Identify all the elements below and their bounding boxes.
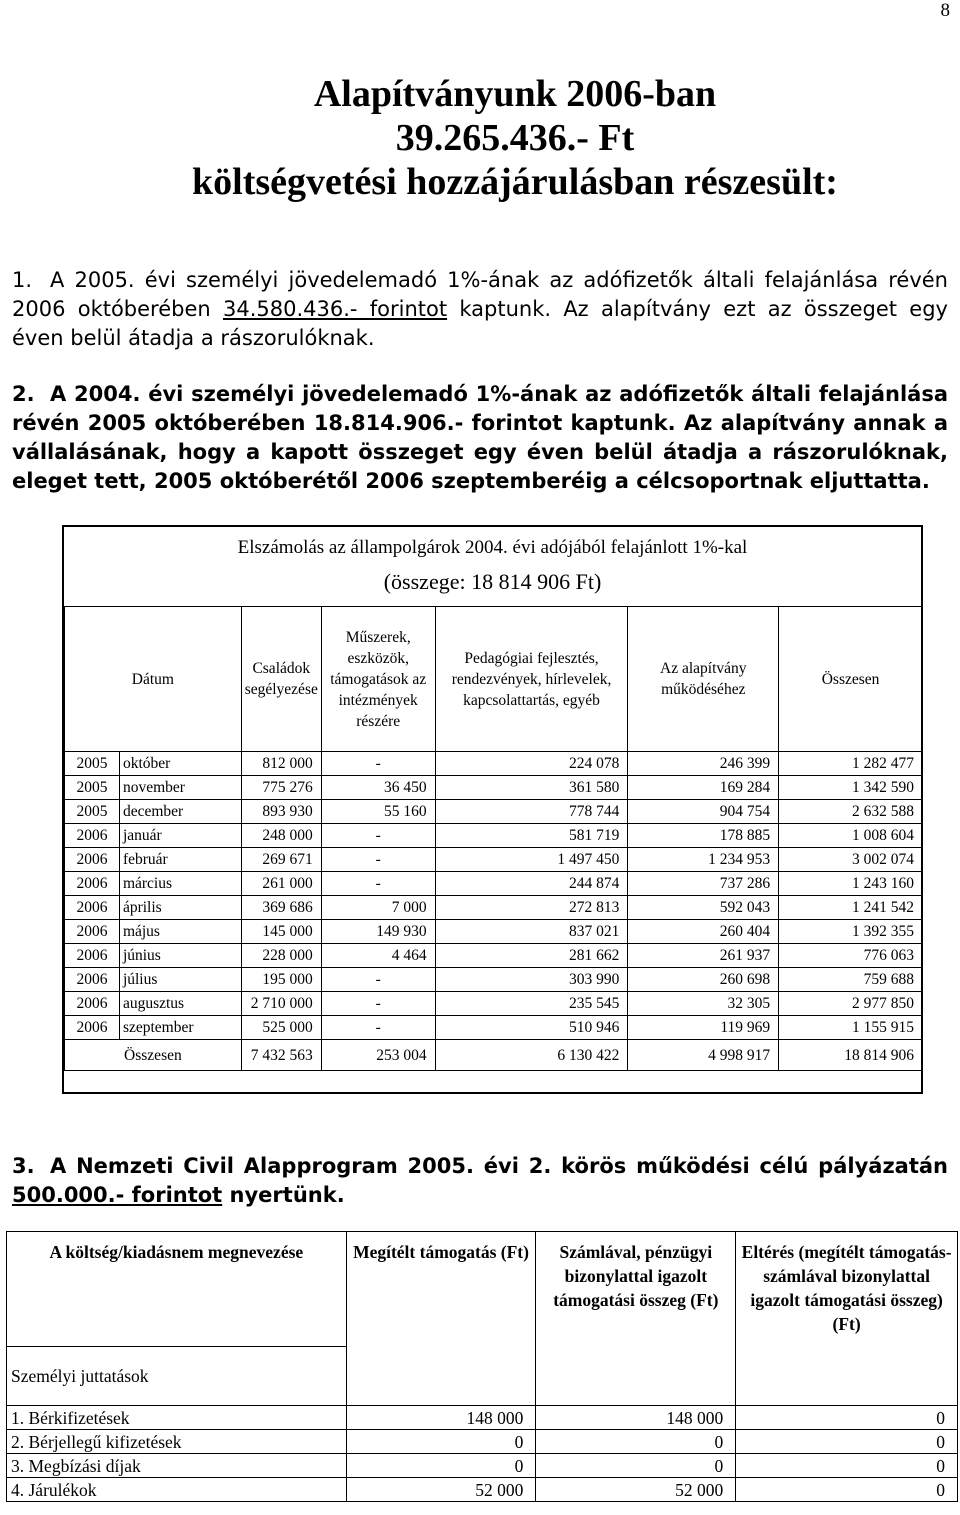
- cost-item-granted: 148 000: [346, 1406, 536, 1430]
- row-month: július: [119, 968, 241, 992]
- row-pedagogy: 778 744: [435, 800, 628, 824]
- row-family-aid: 2 710 000: [241, 992, 321, 1016]
- col-header-total: Összesen: [779, 607, 923, 752]
- table-row: [65, 896, 923, 920]
- row-year: 2005: [65, 800, 120, 824]
- cost-item-verified: 0: [536, 1430, 736, 1454]
- cost-item-name: 4. Járulékok: [7, 1478, 347, 1502]
- settlement-table: [64, 606, 923, 1071]
- row-family-aid: 893 930: [241, 800, 321, 824]
- cost-table-row: [7, 1406, 958, 1430]
- col-header-pedagogy: Pedagógiai fejlesztés, rendezvények, hírlevelek, kapcsolattartás, egyéb: [435, 607, 628, 752]
- settlement-table-header: [64, 527, 921, 606]
- row-operation: 260 698: [628, 968, 779, 992]
- cost-item-granted: 0: [346, 1454, 536, 1478]
- row-total: 1 008 604: [779, 824, 923, 848]
- row-total: 3 002 074: [779, 848, 923, 872]
- row-year: 2006: [65, 848, 120, 872]
- row-total: 2 632 588: [779, 800, 923, 824]
- item-1-text-a: A 2005. évi személyi jövedelemadó 1%-ának az adófizetők általi felajánlása révén 2006 októberében: [12, 268, 948, 321]
- item-3-amount: 500.000.- forintot: [12, 1183, 223, 1207]
- cost-item-difference: 0: [736, 1430, 958, 1454]
- row-equipment: 149 930: [321, 920, 435, 944]
- cost-col-header-name-label: A költség/kiadásnem megnevezése: [49, 1242, 304, 1262]
- row-total: 759 688: [779, 968, 923, 992]
- row-family-aid: 525 000: [241, 1016, 321, 1040]
- item-1-text-b: kaptunk. Az alapítvány ezt az összeget egy éven belül átadja a rászorulóknak.: [12, 297, 948, 350]
- cost-item-granted: 0: [346, 1430, 536, 1454]
- row-pedagogy: 224 078: [435, 752, 628, 776]
- row-month: december: [119, 800, 241, 824]
- row-operation: 260 404: [628, 920, 779, 944]
- row-pedagogy: 510 946: [435, 1016, 628, 1040]
- row-equipment: 4 464: [321, 944, 435, 968]
- row-pedagogy: 1 497 450: [435, 848, 628, 872]
- row-year: 2005: [65, 776, 120, 800]
- row-operation: 592 043: [628, 896, 779, 920]
- row-month: január: [119, 824, 241, 848]
- cost-table: [6, 1231, 958, 1502]
- row-month: október: [119, 752, 241, 776]
- table-row: [65, 944, 923, 968]
- cost-item-difference: 0: [736, 1454, 958, 1478]
- row-month: március: [119, 872, 241, 896]
- row-operation: 1 234 953: [628, 848, 779, 872]
- row-total: 1 392 355: [779, 920, 923, 944]
- row-year: 2006: [65, 968, 120, 992]
- settlement-table-subheading: (összege: 18 814 906 Ft): [383, 569, 602, 594]
- row-month: április: [119, 896, 241, 920]
- col-header-operation: Az alapítvány működéséhez: [628, 607, 779, 752]
- total-row: [65, 1040, 923, 1071]
- row-pedagogy: 361 580: [435, 776, 628, 800]
- row-family-aid: 195 000: [241, 968, 321, 992]
- table-header-row: [65, 607, 923, 752]
- row-total: 776 063: [779, 944, 923, 968]
- row-family-aid: 145 000: [241, 920, 321, 944]
- total-operation: 4 998 917: [628, 1040, 779, 1071]
- table-row: [65, 1016, 923, 1040]
- table-row: [65, 752, 923, 776]
- table-row: [65, 824, 923, 848]
- row-total: 1 282 477: [779, 752, 923, 776]
- table-row: [65, 776, 923, 800]
- row-year: 2006: [65, 1016, 120, 1040]
- cost-section-label: Személyi juttatások: [7, 1347, 347, 1406]
- cost-item-verified: 52 000: [536, 1478, 736, 1502]
- row-total: 1 241 542: [779, 896, 923, 920]
- item-1-amount: 34.580.436.- forintot: [222, 297, 448, 321]
- row-family-aid: 248 000: [241, 824, 321, 848]
- settlement-table-heading: Elszámolás az állampolgárok 2004. évi adójából felajánlott 1%-kal: [237, 537, 748, 558]
- row-pedagogy: 281 662: [435, 944, 628, 968]
- item-3-number: 3.: [12, 1154, 35, 1178]
- cost-item-name: 2. Bérjellegű kifizetések: [7, 1430, 347, 1454]
- row-operation: 169 284: [628, 776, 779, 800]
- row-equipment: -: [321, 824, 435, 848]
- row-month: november: [119, 776, 241, 800]
- cost-col-header-verified: Számlával, pénzügyi bizonylattal igazolt támogatási összeg (Ft): [536, 1232, 736, 1406]
- cost-item-name: 3. Megbízási díjak: [7, 1454, 347, 1478]
- row-equipment: 55 160: [321, 800, 435, 824]
- row-operation: 178 885: [628, 824, 779, 848]
- title-line-2: 39.265.436.- Ft: [395, 117, 635, 159]
- row-month: május: [119, 920, 241, 944]
- total-label: Összesen: [65, 1040, 242, 1071]
- cost-table-row: [7, 1430, 958, 1454]
- row-family-aid: 228 000: [241, 944, 321, 968]
- title-line-3: költségvetési hozzájárulásban részesült:: [192, 161, 838, 203]
- row-pedagogy: 244 874: [435, 872, 628, 896]
- item-2-paragraph: [12, 380, 948, 496]
- row-pedagogy: 837 021: [435, 920, 628, 944]
- row-month: június: [119, 944, 241, 968]
- row-year: 2006: [65, 824, 120, 848]
- cost-item-difference: 0: [736, 1406, 958, 1430]
- row-equipment: -: [321, 752, 435, 776]
- row-family-aid: 369 686: [241, 896, 321, 920]
- row-operation: 32 305: [628, 992, 779, 1016]
- row-year: 2006: [65, 896, 120, 920]
- table-row: [65, 800, 923, 824]
- row-operation: 119 969: [628, 1016, 779, 1040]
- item-2-number: 2.: [12, 382, 35, 406]
- total-family-aid: 7 432 563: [241, 1040, 321, 1071]
- row-family-aid: 775 276: [241, 776, 321, 800]
- row-total: 1 155 915: [779, 1016, 923, 1040]
- row-operation: 904 754: [628, 800, 779, 824]
- row-year: 2006: [65, 944, 120, 968]
- cost-item-difference: 0: [736, 1478, 958, 1502]
- settlement-table-box: [62, 525, 923, 1094]
- item-2-text: A 2004. évi személyi jövedelemadó 1%-ának az adófizetők általi felajánlása révén 2005 októberében 18.814.906.- forintot kaptunk. Az alapítvány annak a vállalásának, hogy a kapott összeget egy éven belül átadja a rászorulóknak, eleget tett, 2005 októberétől 2006 szeptemberéig a célcsoportnak eljuttatta.: [12, 382, 948, 493]
- row-year: 2006: [65, 992, 120, 1016]
- item-3-text-b: nyertünk.: [222, 1183, 345, 1207]
- cost-table-row: [7, 1454, 958, 1478]
- total-equipment: 253 004: [321, 1040, 435, 1071]
- cost-col-header-difference: Eltérés (megítélt támogatás- számlával bizonylattal igazolt támogatási összeg) (Ft): [736, 1232, 958, 1406]
- item-1-paragraph: [12, 266, 948, 353]
- cost-col-header-name: [7, 1232, 347, 1347]
- row-year: 2006: [65, 920, 120, 944]
- cost-item-granted: 52 000: [346, 1478, 536, 1502]
- table-row: [65, 872, 923, 896]
- row-total: 1 342 590: [779, 776, 923, 800]
- row-family-aid: 812 000: [241, 752, 321, 776]
- row-month: február: [119, 848, 241, 872]
- table-row: [65, 920, 923, 944]
- row-equipment: -: [321, 992, 435, 1016]
- row-pedagogy: 303 990: [435, 968, 628, 992]
- col-header-equipment: Műszerek, eszközök, támogatások az intézmények részére: [321, 607, 435, 752]
- item-1-number: 1.: [12, 268, 33, 292]
- row-operation: 246 399: [628, 752, 779, 776]
- total-sum: 18 814 906: [779, 1040, 923, 1071]
- row-year: 2005: [65, 752, 120, 776]
- cost-item-name: 1. Bérkifizetések: [7, 1406, 347, 1430]
- page-number: 8: [940, 0, 950, 21]
- row-operation: 737 286: [628, 872, 779, 896]
- cost-table-header-row: [7, 1232, 958, 1347]
- row-year: 2006: [65, 872, 120, 896]
- row-month: szeptember: [119, 1016, 241, 1040]
- row-equipment: -: [321, 1016, 435, 1040]
- row-pedagogy: 581 719: [435, 824, 628, 848]
- row-pedagogy: 235 545: [435, 992, 628, 1016]
- table-row: [65, 992, 923, 1016]
- row-equipment: 36 450: [321, 776, 435, 800]
- table-row: [65, 968, 923, 992]
- cost-table-row: [7, 1478, 958, 1502]
- col-header-date: Dátum: [65, 607, 242, 752]
- row-total: 1 243 160: [779, 872, 923, 896]
- row-family-aid: 261 000: [241, 872, 321, 896]
- page-title: [0, 72, 960, 204]
- cost-item-verified: 148 000: [536, 1406, 736, 1430]
- title-line-1: Alapítványunk 2006-ban: [313, 73, 717, 115]
- total-pedagogy: 6 130 422: [435, 1040, 628, 1071]
- cost-item-verified: 0: [536, 1454, 736, 1478]
- row-total: 2 977 850: [779, 992, 923, 1016]
- col-header-family-aid: Családok segélyezése: [241, 607, 321, 752]
- row-equipment: -: [321, 872, 435, 896]
- table-row: [65, 848, 923, 872]
- row-month: augusztus: [119, 992, 241, 1016]
- cost-col-header-granted: Megítélt támogatás (Ft): [346, 1232, 536, 1406]
- row-pedagogy: 272 813: [435, 896, 628, 920]
- row-equipment: -: [321, 848, 435, 872]
- row-equipment: 7 000: [321, 896, 435, 920]
- row-equipment: -: [321, 968, 435, 992]
- item-3-paragraph: [12, 1152, 948, 1210]
- item-3-text-a: A Nemzeti Civil Alapprogram 2005. évi 2. körös működési célú pályázatán: [50, 1154, 948, 1178]
- row-operation: 261 937: [628, 944, 779, 968]
- row-family-aid: 269 671: [241, 848, 321, 872]
